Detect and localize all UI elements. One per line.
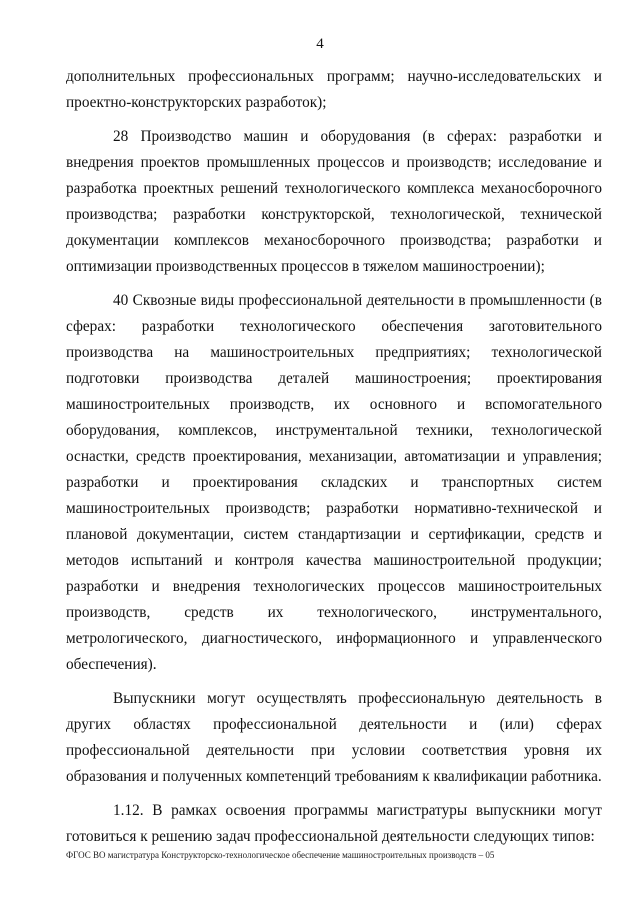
paragraph-1-12: 1.12. В рамках освоения программы магистратуры выпускники могут готовиться к решению задач профессиональной деятельности следующих типов:: [66, 802, 602, 845]
document-body: [66, 64, 602, 858]
page-footer: ФГОС ВО магистратура Конструкторско-технологическое обеспечение машиностроительных производств – 05: [66, 850, 495, 860]
paragraph-other-areas: Выпускники могут осуществлять профессиональную деятельность в других областях профессиональной деятельности и (или) сферах профессиональной деятельности при условии соответствия уровня их образования и полученных компетенций требованиям к квалификации работника.: [66, 690, 602, 785]
paragraph-item-28: 28 Производство машин и оборудования (в сферах: разработки и внедрения проектов промышленных процессов и производств; исследование и разработка проектных решений технологического комплекса механосборочного производства; разработки конструкторской, технологической, технической документации комплексов механосборочного производства; разработки и оптимизации производственных процессов в тяжелом машиностроении);: [66, 128, 602, 275]
paragraph-continuation: дополнительных профессиональных программ; научно-исследовательских и проектно-конструкторских разработок);: [66, 68, 602, 111]
page-number: 4: [316, 36, 324, 52]
paragraph-item-40: 40 Сквозные виды профессиональной деятельности в промышленности (в сферах: разработки технологического обеспечения заготовительного производства на машиностроительных предприятиях; технологической подготовки производства деталей машиностроения; проектирования машиностроительных производств, их основного и вспомогательного оборудования, комплексов, инструментальной техники, технологической оснастки, средств проектирования, механизации, автоматизации и управления; разработки и проектирования складских и транспортных систем машиностроительных производств; разработки нормативно-технической и плановой документации, систем стандартизации и сертификации, средств и методов испытаний и контроля качества машиностроительной продукции; разработки и внедрения технологических процессов машиностроительных производств, средств их технологического, инструментального, метрологического, диагностического, информационного и управленческого обеспечения).: [66, 292, 602, 673]
